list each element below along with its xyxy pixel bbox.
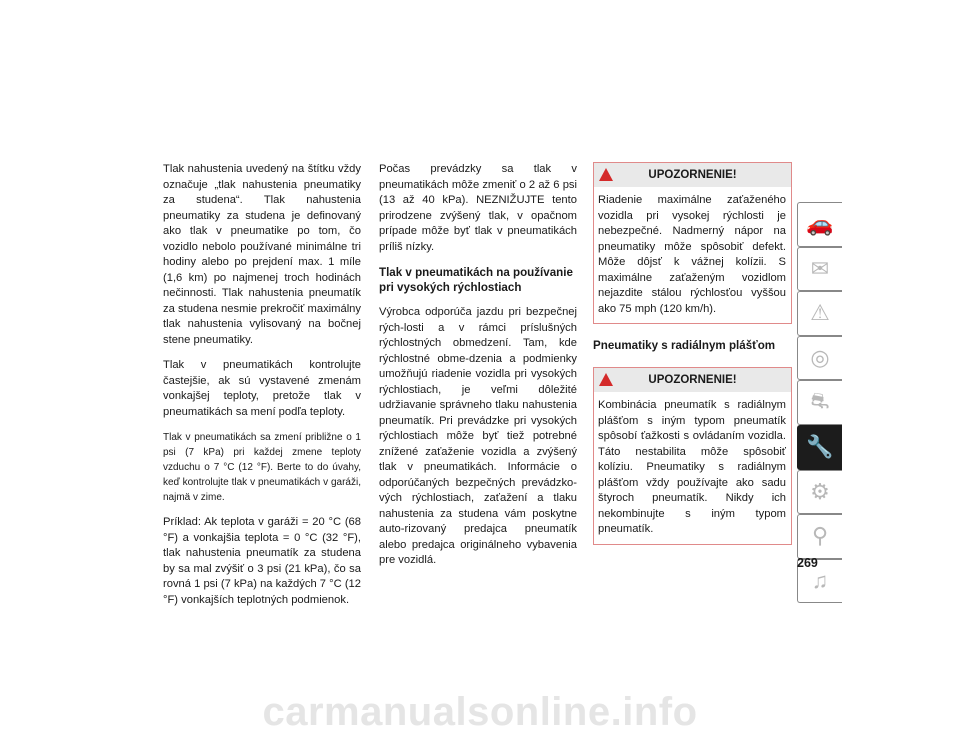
warning-title	[594, 163, 791, 187]
section-heading-radial-tires: Pneumatiky s radiálnym plášťom	[593, 339, 776, 352]
warning-title	[594, 368, 791, 392]
chapter-tab-emergency[interactable]	[797, 380, 842, 425]
car-info-icon: 🚗	[806, 211, 834, 237]
text-column-2	[379, 162, 577, 579]
chapter-tab-search[interactable]	[797, 514, 842, 559]
safety-icon: ⚠	[810, 300, 830, 326]
warning-text: Riadenie maximálne zaťaženého vozidla pri vysokej rýchlosti je nebezpečné. Nadmerný nápor na pneumatiky môže spôsobiť defekt. Môže dôjsť k vážnej kolízii. S maximálne zaťaženým vozidlom nejazdite stálou rýchlosťou vyššou ako 75 mph (120 km/h).	[598, 194, 786, 315]
chapter-tab-instrument-panel[interactable]	[797, 247, 842, 292]
multimedia-icon: ♫	[811, 568, 829, 594]
paragraph-temperature-change: Tlak v pneumatikách sa zmení približne o 1 psi (7 kPa) pri každej zmene teploty vzduchu o 7 °C (12 °F). Berte to do úvahy, keď kontrolujte tlak v pneumatikách v garáži, najmä v zime.	[163, 432, 361, 503]
chapter-tab-service-tools[interactable]	[797, 425, 842, 470]
search-icon: ⚲	[811, 523, 829, 549]
warning-box-radial-tires	[593, 367, 792, 545]
text-column-3	[593, 162, 792, 557]
service-tools-icon: 🔧	[806, 434, 834, 460]
maintenance-icon: ⚙	[810, 478, 830, 504]
chapter-tab-steering-wheel[interactable]	[797, 336, 842, 381]
paragraph-cold-pressure: Tlak nahustenia uvedený na štítku vždy označuje „tlak nahustenia pneumatiky za studena“. Tlak nahustenia pneumatiky za studena je definovaný ako tlak v pneumatike po tom, čo vozidlo nebolo používané minimálne tri hodiny alebo po prejdení max. 1 míle (1,6 km) po najmenej troch hodinách nečinnosti. Tlak nahustenia pneumatík za studena nesmie prekročiť maximálny tlak nahustenia vylisovaný na bočnej stene pneumatiky.	[163, 163, 361, 346]
paragraph-high-speed: Výrobca odporúča jazdu pri bezpečnej rých-losti a v rámci príslušných rýchlostných obmedzení. Tam, kde rýchlostné obme-dzenia a podmienky umožňujú riadenie vozidla pri vysokých rýchlostiach, je veľmi dôležité udržiavanie správneho tlaku nahustenia pneumatík. Pri prevádzke pri vysokých rýchlostiach môže byť tiež potrebné znížené zaťaženie vozidla a zvýšený tlak v pneumatikách. Informácie o odporúčaných bezpečných prevádzko-vých rýchlostiach, zaťažení a tlaku nahustenia za studena vám poskytne auto-rizovaný predajca pneumatík alebo predajca originálneho vybavenia pre vozidlá.	[379, 306, 577, 566]
text-column-1	[163, 162, 361, 618]
instrument-panel-icon: ✉	[810, 255, 830, 281]
emergency-icon: ⛐	[810, 388, 830, 414]
paragraph-check-frequency: Tlak v pneumatikách kontrolujte častejšie, ak sú vystavené zmenám vonkajšej teploty, pretože tlak v pneumatikách sa mení podľa teploty.	[163, 359, 361, 418]
chapter-tab-car-info[interactable]	[797, 202, 842, 247]
page-number: 269	[797, 556, 818, 570]
warning-title-text: UPOZORNENIE!	[648, 374, 737, 386]
warning-text: Kombinácia pneumatík s radiálnym plášťom s iným typom pneumatík spôsobí ťažkosti s ovládaním vozidla. Táto nestabilita môže spôsobiť kolíziu. Pneumatiky s radiálnym plášťom vždy používajte ako sadu štyroch pneumatík. Nikdy ich nekombinujte s iným typom pneumatík.	[598, 399, 786, 535]
warning-box-high-speed	[593, 162, 792, 324]
watermark: carmanualsonline.info	[262, 690, 698, 734]
paragraph-example: Príklad: Ak teplota v garáži = 20 °C (68 °F) a vonkajšia teplota = 0 °C (32 °F), tlak nahustenia pneumatík za studena by sa mal zvýšiť o 3 psi (21 kPa), čo sa rovná 1 psi (7 kPa) na každých 7 °C (12 °F) vonkajších teplotných podmienok.	[163, 516, 361, 606]
chapter-tab-safety[interactable]	[797, 291, 842, 336]
chapter-tab-maintenance[interactable]	[797, 470, 842, 515]
chapter-tabs	[797, 202, 842, 603]
section-heading-high-speed: Tlak v pneumatikách na používanie pri vysokých rýchlostiach	[379, 266, 573, 294]
warning-title-text: UPOZORNENIE!	[648, 169, 737, 181]
paragraph-operation-pressure: Počas prevádzky sa tlak v pneumatikách môže zmeniť o 2 až 6 psi (13 až 40 kPa). NEZNIŽUJTE tento prirodzene zvýšený tlak, v opačnom prípade môže byť tlak v pneumatikách príliš nízky.	[379, 163, 577, 253]
steering-wheel-icon: ◎	[810, 345, 830, 371]
